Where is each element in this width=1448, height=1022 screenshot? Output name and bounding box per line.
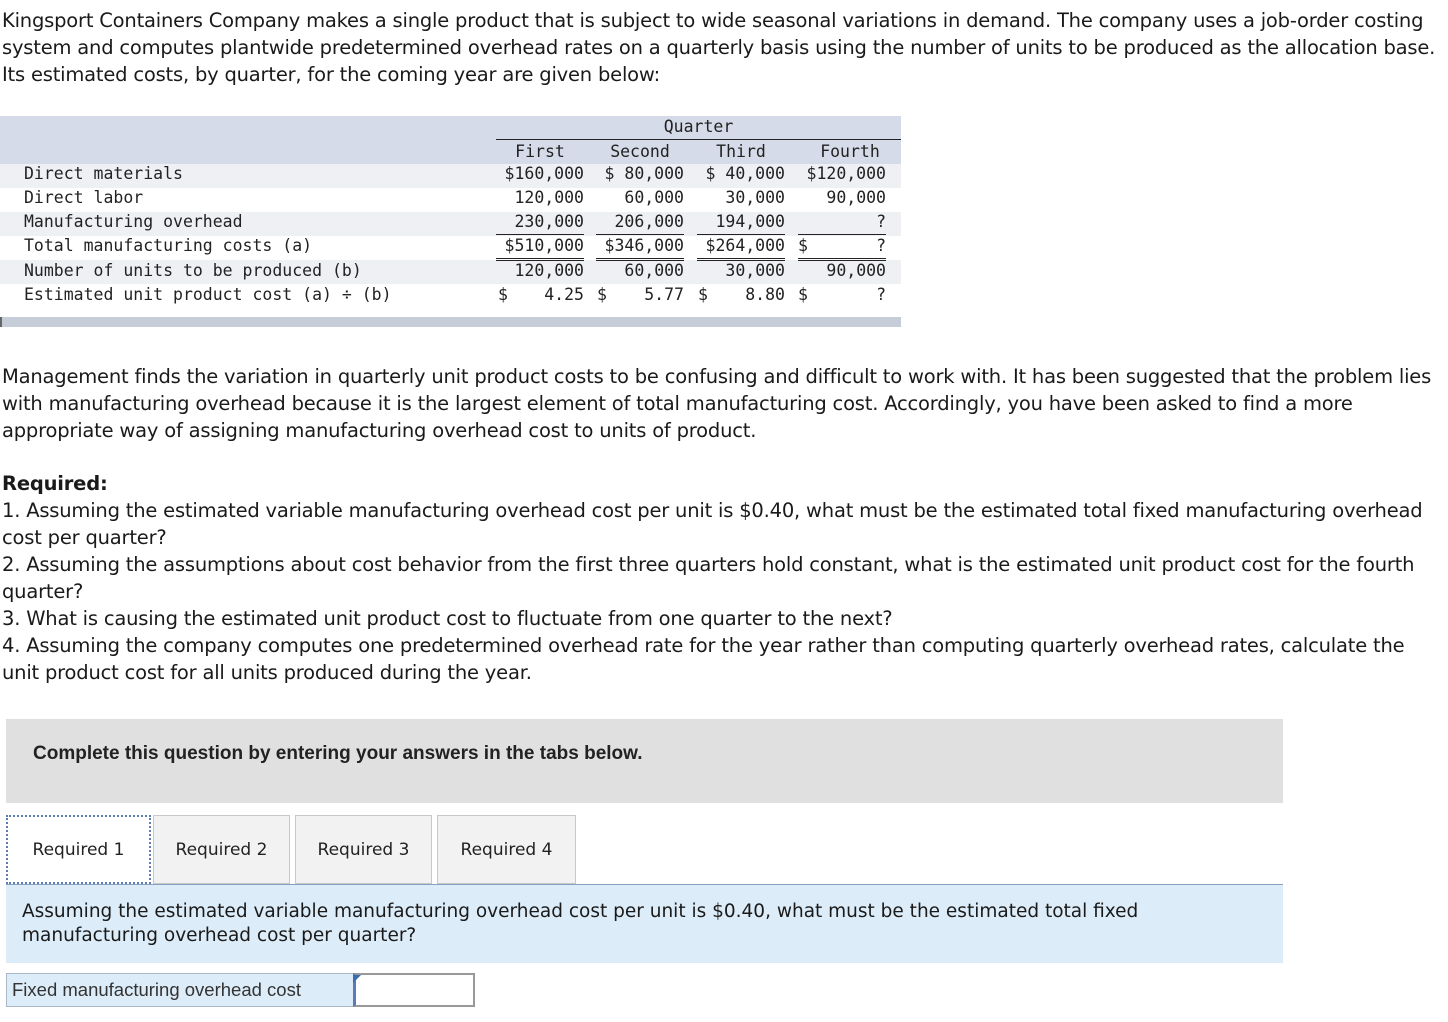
- answer-label: Fixed manufacturing overhead cost: [6, 973, 354, 1007]
- tab-required-4[interactable]: Required 4: [437, 815, 576, 884]
- instruction-box: [6, 719, 1283, 803]
- col-header-first: First: [515, 142, 565, 161]
- required-item-1: 1. Assuming the estimated variable manufacturing overhead cost per unit is $0.40, what must be the estimated total fixed manufacturing overhead cost per quarter?: [2, 499, 1423, 549]
- question-text: Assuming the estimated variable manufacturing overhead cost per unit is $0.40, what must be the estimated total fixed manufacturing overhead cost per quarter?: [22, 901, 1139, 946]
- subtotal-rule: [596, 234, 684, 235]
- cell: 90,000: [826, 261, 886, 280]
- required-item-3: 3. What is causing the estimated unit product cost to fluctuate from one quarter to the next?: [2, 607, 893, 630]
- cell: 120,000: [514, 261, 584, 280]
- cell: $ 40,000: [705, 164, 785, 183]
- cell: 230,000: [514, 212, 584, 231]
- cell: $160,000: [504, 164, 584, 183]
- col-header-fourth: Fourth: [820, 142, 880, 161]
- row-label-direct-labor: Direct labor: [24, 188, 144, 207]
- cell: 120,000: [514, 188, 584, 207]
- currency-sign: $: [698, 285, 708, 304]
- row-label-unit-product-cost: Estimated unit product cost (a) ÷ (b): [24, 285, 392, 304]
- quarter-header-rule: [496, 139, 901, 140]
- instruction-text: Complete this question by entering your answers in the tabs below.: [33, 743, 643, 764]
- cell: 206,000: [614, 212, 684, 231]
- problem-intro: Kingsport Containers Company makes a single product that is subject to wide seasonal variations in demand. The company uses a job-order costing system and computes plantwide predetermined overhead rates on a quarterly basis using the number of units to be produced as the allocation base. Its estimated costs, by quarter, for the coming year are given below:: [2, 9, 1436, 86]
- tab-required-2[interactable]: Required 2: [153, 815, 290, 884]
- cell: $120,000: [806, 164, 886, 183]
- cell: 8.80: [745, 285, 785, 304]
- cell: $264,000: [705, 236, 785, 255]
- cell: 60,000: [624, 188, 684, 207]
- currency-sign: $: [597, 285, 607, 304]
- subtotal-rule: [798, 234, 886, 235]
- tab-required-1[interactable]: Required 1: [6, 815, 151, 884]
- col-header-third: Third: [716, 142, 766, 161]
- cell: 194,000: [715, 212, 785, 231]
- cell: ?: [876, 212, 886, 231]
- tab-required-3[interactable]: Required 3: [295, 815, 432, 884]
- currency-sign: $: [798, 236, 808, 255]
- table-footer-bar: [0, 317, 901, 327]
- cell: $510,000: [504, 236, 584, 255]
- cell: 4.25: [544, 285, 584, 304]
- row-label-manufacturing-overhead: Manufacturing overhead: [24, 212, 243, 231]
- question-panel: [6, 885, 1283, 963]
- required-heading: Required:: [2, 472, 108, 495]
- cell: ?: [876, 236, 886, 255]
- cell: $ 80,000: [604, 164, 684, 183]
- cell: 30,000: [725, 261, 785, 280]
- cell: 5.77: [644, 285, 684, 304]
- row-label-units-produced: Number of units to be produced (b): [24, 261, 362, 280]
- required-item-2: 2. Assuming the assumptions about cost behavior from the first three quarters hold constant, what is the estimated unit product cost for the fourth quarter?: [2, 553, 1415, 603]
- input-flag-icon: [353, 975, 361, 983]
- cell: ?: [876, 285, 886, 304]
- cell: 90,000: [826, 188, 886, 207]
- cell: 30,000: [725, 188, 785, 207]
- subtotal-rule: [496, 234, 584, 235]
- quarter-group-header: Quarter: [663, 117, 734, 136]
- cost-table: [0, 116, 901, 327]
- cell: $346,000: [604, 236, 684, 255]
- subtotal-rule: [697, 234, 785, 235]
- row-label-direct-materials: Direct materials: [24, 164, 183, 183]
- currency-sign: $: [798, 285, 808, 304]
- row-label-total-manufacturing-costs: Total manufacturing costs (a): [24, 236, 313, 255]
- management-paragraph: Management finds the variation in quarterly unit product costs to be confusing and difficult to work with. It has been suggested that the problem lies with manufacturing overhead because it is the largest element of total manufacturing cost. Accordingly, you have been asked to find a more appropriate way of assigning manufacturing overhead cost to units of product.: [2, 365, 1432, 442]
- col-header-second: Second: [610, 142, 670, 161]
- required-section: [2, 470, 1442, 686]
- cell: 60,000: [624, 261, 684, 280]
- fixed-overhead-input[interactable]: [353, 973, 475, 1007]
- required-item-4: 4. Assuming the company computes one predetermined overhead rate for the year rather than computing quarterly overhead rates, calculate the unit product cost for all units produced during the year.: [2, 634, 1405, 684]
- currency-sign: $: [498, 285, 508, 304]
